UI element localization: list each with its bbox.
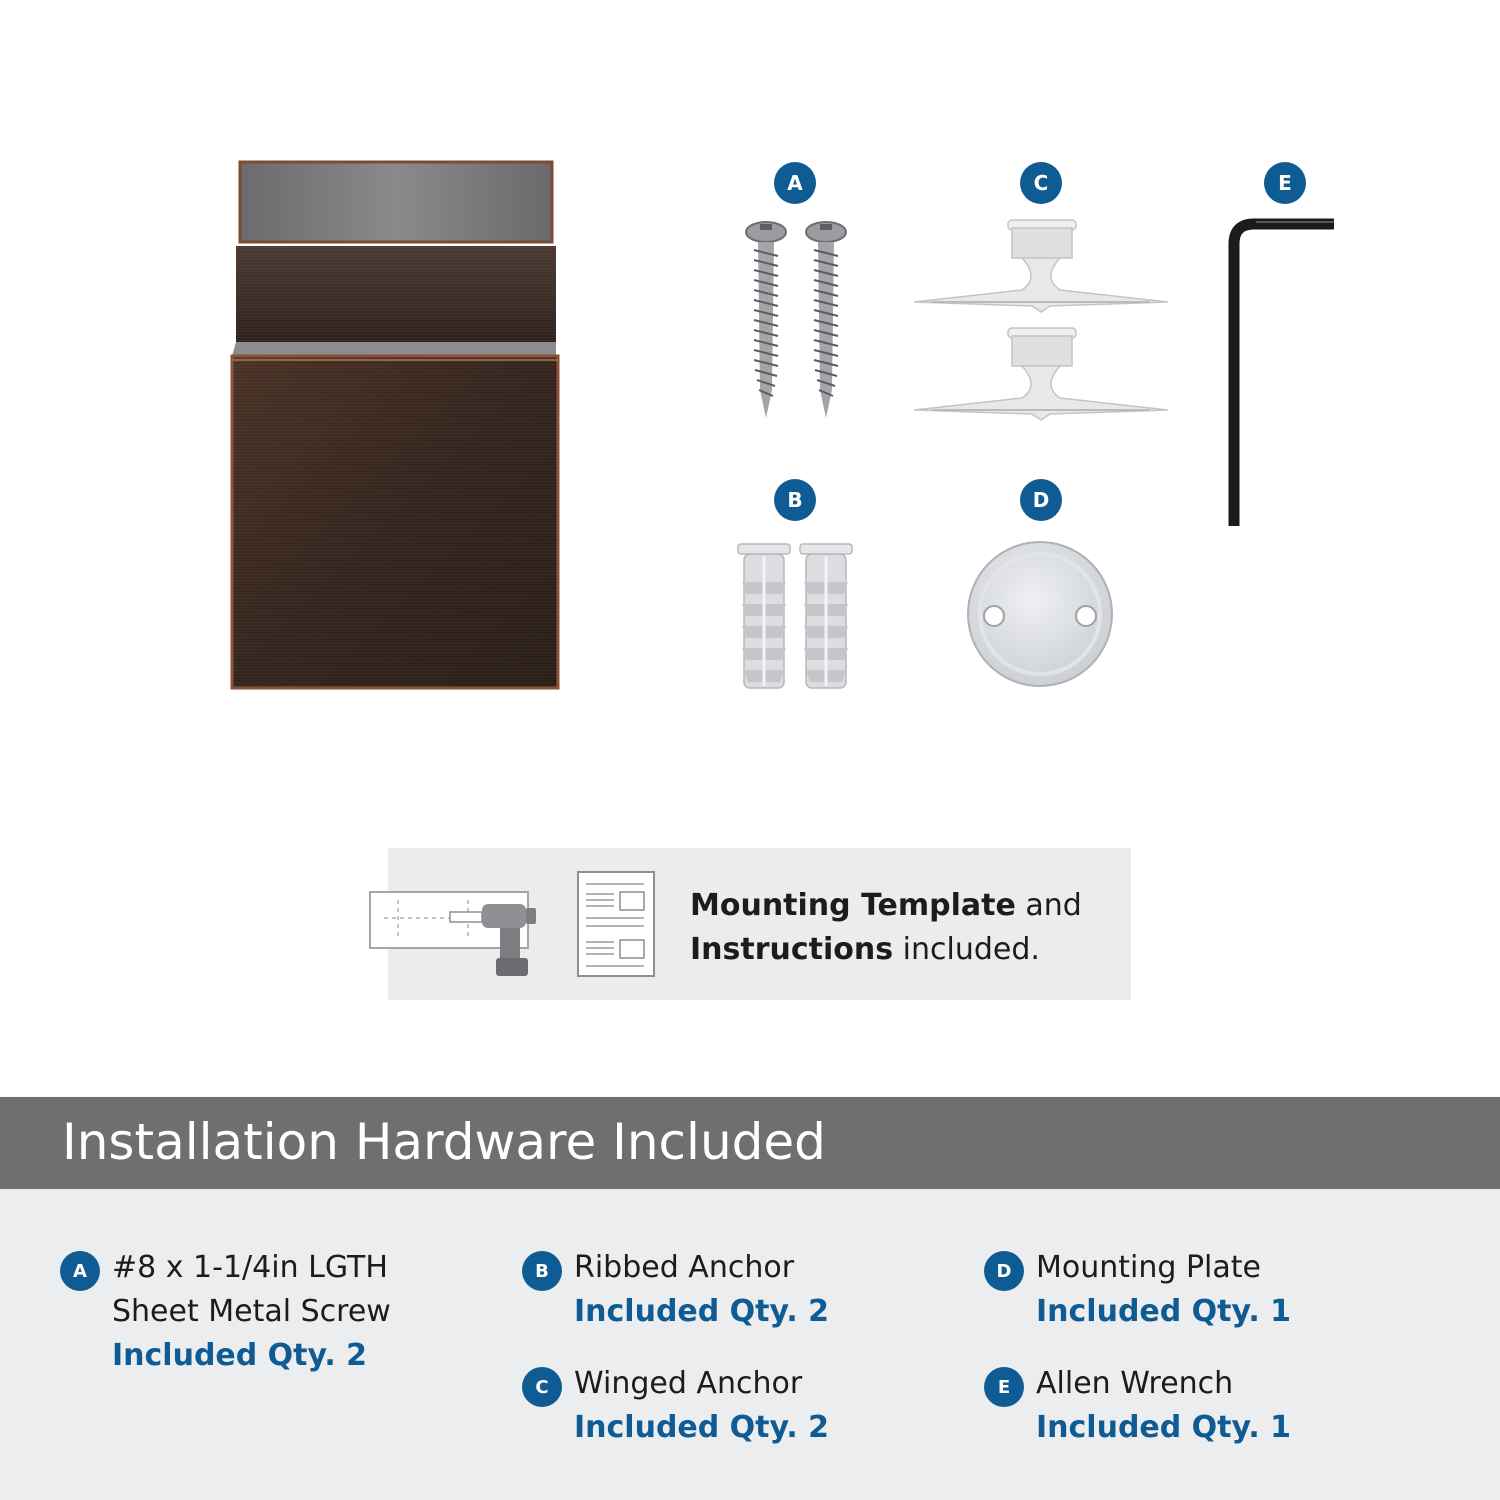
- template-text-2: included.: [893, 932, 1040, 967]
- instructions-sheet-icon: [576, 870, 656, 978]
- item-badge: E: [984, 1367, 1024, 1407]
- item-name-line2: Sheet Metal Screw: [112, 1294, 391, 1329]
- mounting-plate-icon: [964, 540, 1116, 688]
- part-d-badge: D: [1020, 479, 1062, 521]
- item-badge: A: [60, 1251, 100, 1291]
- allen-wrench-icon: [1226, 218, 1342, 530]
- template-instructions-text: [690, 884, 1082, 972]
- part-c-badge: C: [1020, 162, 1062, 204]
- item-name-line1: Winged Anchor: [574, 1366, 803, 1401]
- item-name-line1: Ribbed Anchor: [574, 1250, 795, 1285]
- parts-list: [0, 1189, 1500, 1500]
- part-b-badge: B: [774, 479, 816, 521]
- item-quantity: Included Qty. 1: [1036, 1410, 1292, 1445]
- page-title: Installation Hardware Included: [62, 1113, 826, 1171]
- section-header: [0, 1097, 1500, 1189]
- part-e-badge: E: [1264, 162, 1306, 204]
- product-hook-image: [228, 160, 564, 692]
- item-name-line1: Mounting Plate: [1036, 1250, 1261, 1285]
- item-name-line1: #8 x 1-1/4in LGTH: [112, 1250, 388, 1285]
- drill-template-icon: [368, 890, 554, 980]
- template-bold-label: Mounting Template: [690, 888, 1016, 923]
- item-badge: C: [522, 1367, 562, 1407]
- item-name-line1: Allen Wrench: [1036, 1366, 1234, 1401]
- item-badge: D: [984, 1251, 1024, 1291]
- template-instructions-box: [388, 848, 1131, 1000]
- screw-icon: [740, 220, 860, 420]
- item-badge: B: [522, 1251, 562, 1291]
- item-quantity: Included Qty. 2: [574, 1410, 830, 1445]
- item-quantity: Included Qty. 2: [112, 1338, 368, 1373]
- instructions-bold-label: Instructions: [690, 932, 894, 967]
- winged-anchor-icon: [912, 218, 1170, 422]
- item-quantity: Included Qty. 2: [574, 1294, 830, 1329]
- part-a-badge: A: [774, 162, 816, 204]
- ribbed-anchor-icon: [734, 542, 858, 692]
- item-quantity: Included Qty. 1: [1036, 1294, 1292, 1329]
- template-text-1: and: [1015, 888, 1082, 923]
